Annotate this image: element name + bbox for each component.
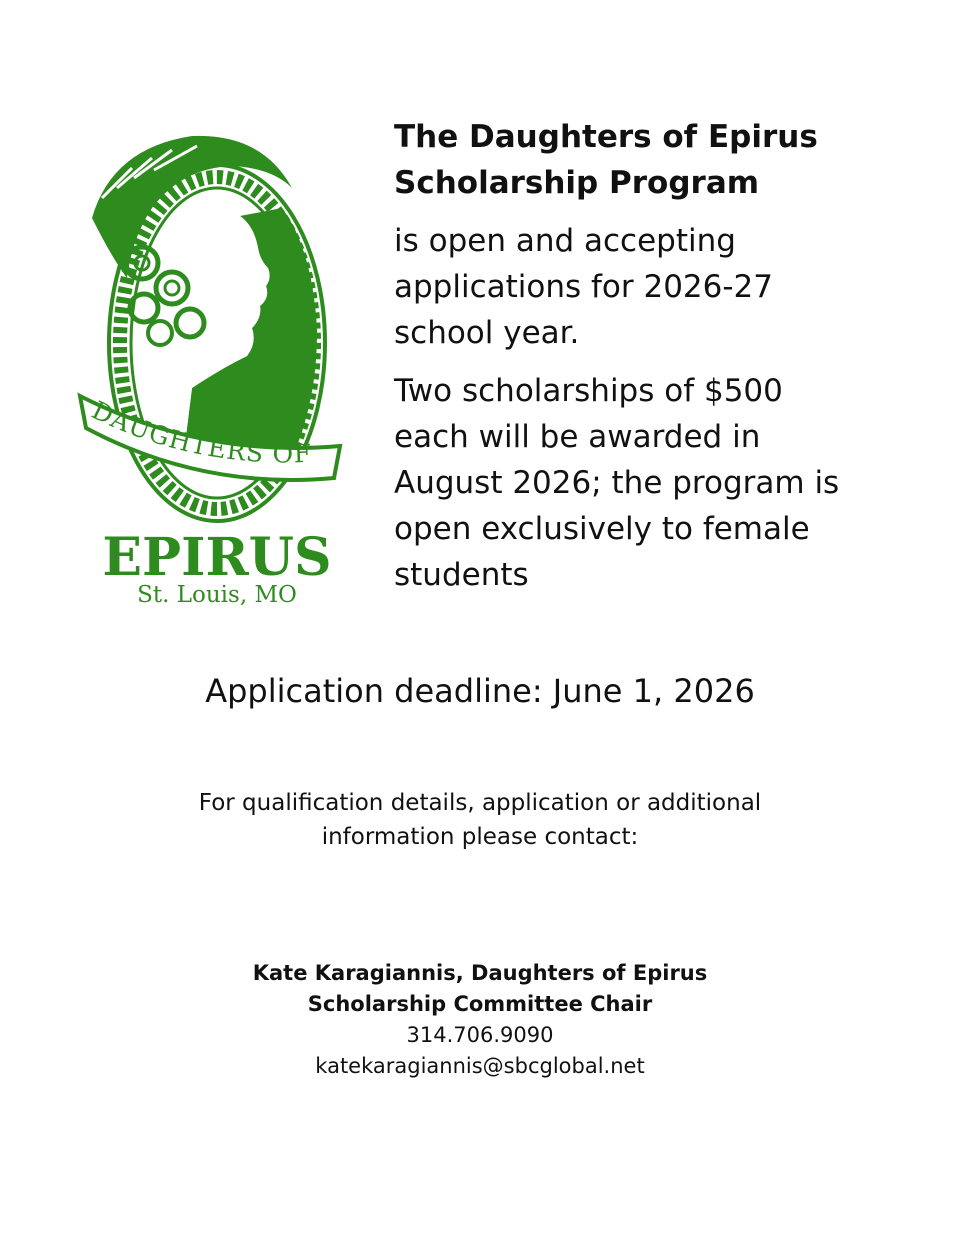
awards-line: students: [394, 557, 529, 593]
program-title-line: The Daughters of Epirus: [394, 119, 818, 155]
contact-intro: [0, 786, 960, 854]
contact-block: [0, 958, 960, 1082]
awards-line: Two scholarships of $500: [394, 373, 783, 409]
awards-line: open exclusively to female: [394, 511, 810, 547]
application-deadline: Application deadline: June 1, 2026: [205, 672, 755, 710]
awards-paragraph: [394, 368, 934, 598]
program-title: [394, 114, 934, 206]
intro-paragraph: [394, 218, 934, 356]
contact-email[interactable]: katekaragiannis@sbcglobal.net: [315, 1054, 645, 1078]
logo-name-text: EPIRUS: [102, 527, 332, 588]
awards-line: August 2026; the program is: [394, 465, 840, 501]
contact-intro-line: information please contact:: [321, 824, 639, 850]
program-title-line: Scholarship Program: [394, 165, 760, 201]
awards-line: each will be awarded in: [394, 419, 761, 455]
daughters-of-epirus-logo: [72, 128, 362, 608]
contact-name: Kate Karagiannis, Daughters of Epirus: [252, 961, 708, 985]
logo-location-text: St. Louis, MO: [137, 582, 297, 608]
contact-intro-line: For qualification details, application or additional: [198, 790, 762, 816]
intro-line: is open and accepting: [394, 223, 736, 259]
announcement-column: [394, 114, 934, 598]
contact-phone[interactable]: 314.706.9090: [406, 1023, 554, 1047]
intro-line: applications for 2026-27: [394, 269, 774, 305]
intro-line: school year.: [394, 315, 580, 351]
contact-title: Scholarship Committee Chair: [307, 992, 653, 1016]
logo-banner-text: DAUGHTERS OF: [87, 395, 313, 469]
logo-graphic: [72, 128, 362, 608]
